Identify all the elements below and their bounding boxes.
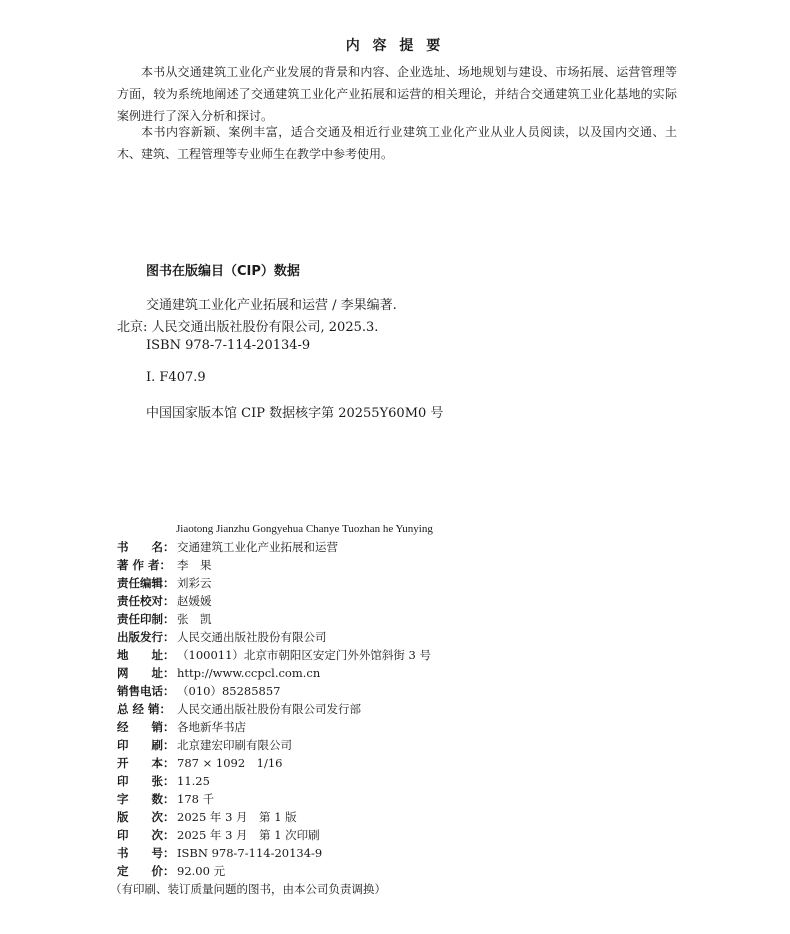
colophon-row	[117, 538, 431, 556]
colophon-row	[117, 610, 431, 628]
row-value: 张 凯	[177, 612, 212, 626]
row-label: 书 号：	[117, 846, 175, 860]
row-label: 印 张：	[117, 774, 175, 788]
row-label: 责任编辑：	[117, 576, 175, 590]
row-label: 网 址：	[117, 666, 175, 680]
row-value: 交通建筑工业化产业拓展和运营	[177, 540, 338, 554]
cip-isbn-line: ISBN 978-7-114-20134-9	[146, 338, 311, 353]
cip-record-line: 中国国家版本馆 CIP 数据核字第 20255Y60M0 号	[146, 406, 444, 421]
colophon-row	[117, 628, 431, 646]
row-value: 赵媛媛	[177, 594, 212, 608]
row-label: 经 销：	[117, 720, 175, 734]
row-label: 销售电话：	[117, 684, 175, 698]
row-value: 787 × 1092 1/16	[177, 756, 283, 770]
row-label: 责任校对：	[117, 594, 175, 608]
colophon-row	[117, 646, 431, 664]
quality-footnote: （有印刷、装订质量问题的图书，由本公司负责调换）	[110, 882, 386, 896]
summary-title: 内 容 提 要	[345, 38, 445, 54]
row-label: 总 经 销：	[117, 702, 172, 716]
row-label: 责任印制：	[117, 612, 175, 626]
row-value: 人民交通出版社股份有限公司发行部	[177, 702, 361, 716]
colophon-row	[117, 808, 431, 826]
row-label: 字 数：	[117, 792, 175, 806]
row-value: （100011）北京市朝阳区安定门外外馆斜街 3 号	[177, 648, 432, 662]
colophon-row	[117, 592, 431, 610]
colophon-row	[117, 664, 431, 682]
cip-publisher-line: 北京: 人民交通出版社股份有限公司, 2025.3.	[117, 320, 379, 335]
row-value: 人民交通出版社股份有限公司	[177, 630, 327, 644]
row-label: 印 次：	[117, 828, 175, 842]
colophon-row	[117, 772, 431, 790]
row-label: 印 刷：	[117, 738, 175, 752]
row-value: 2025 年 3 月 第 1 次印刷	[177, 828, 320, 842]
colophon-table	[117, 538, 431, 880]
colophon-row	[117, 556, 431, 574]
summary-paragraph-2: 本书内容新颖、案例丰富，适合交通及相近行业建筑工业化产业从业人员阅读，以及国内交通、土木、建筑、工程管理等专业师生在教学中参考使用。	[117, 125, 677, 161]
row-label: 开 本：	[117, 756, 175, 770]
row-label: 地 址：	[117, 648, 175, 662]
colophon-row	[117, 574, 431, 592]
row-label: 版 次：	[117, 810, 175, 824]
colophon-row	[117, 682, 431, 700]
row-value: 李 果	[177, 558, 212, 572]
summary-paragraph-1: 本书从交通建筑工业化产业发展的背景和内容、企业选址、场地规划与建设、市场拓展、运营管理等方面，较为系统地阐述了交通建筑工业化产业拓展和运营的相关理论，并结合交通建筑工业化基地的实际案例进行了深入分析和探讨。	[117, 65, 677, 123]
row-value: 92.00 元	[177, 864, 226, 878]
cip-title-line: 交通建筑工业化产业拓展和运营 / 李果编著.	[146, 298, 397, 313]
row-value: 11.25	[177, 774, 210, 788]
cip-heading: 图书在版编目（CIP）数据	[146, 264, 300, 279]
colophon-row	[117, 736, 431, 754]
colophon-row	[117, 718, 431, 736]
row-value: ISBN 978-7-114-20134-9	[177, 846, 323, 860]
row-value: 各地新华书店	[177, 720, 246, 734]
colophon-row	[117, 844, 431, 862]
row-label: 书 名：	[117, 540, 175, 554]
row-label: 定 价：	[117, 864, 175, 878]
row-value: 178 千	[177, 792, 215, 806]
website-link[interactable]: http://www.ccpcl.com.cn	[177, 666, 321, 680]
colophon-row	[117, 700, 431, 718]
row-label: 著 作 者：	[117, 558, 172, 572]
colophon-row	[117, 790, 431, 808]
row-value: 刘彩云	[177, 576, 212, 590]
colophon-row	[117, 826, 431, 844]
row-label: 出版发行：	[117, 630, 175, 644]
colophon-row	[117, 754, 431, 772]
row-value: 北京建宏印刷有限公司	[177, 738, 292, 752]
pinyin-title: Jiaotong Jianzhu Gongyehua Chanye Tuozhan he Yunying	[176, 523, 433, 535]
colophon-row	[117, 862, 431, 880]
cip-class-line: I. F407.9	[146, 370, 206, 385]
row-value: （010）85285857	[177, 684, 281, 698]
row-value: 2025 年 3 月 第 1 版	[177, 810, 297, 824]
